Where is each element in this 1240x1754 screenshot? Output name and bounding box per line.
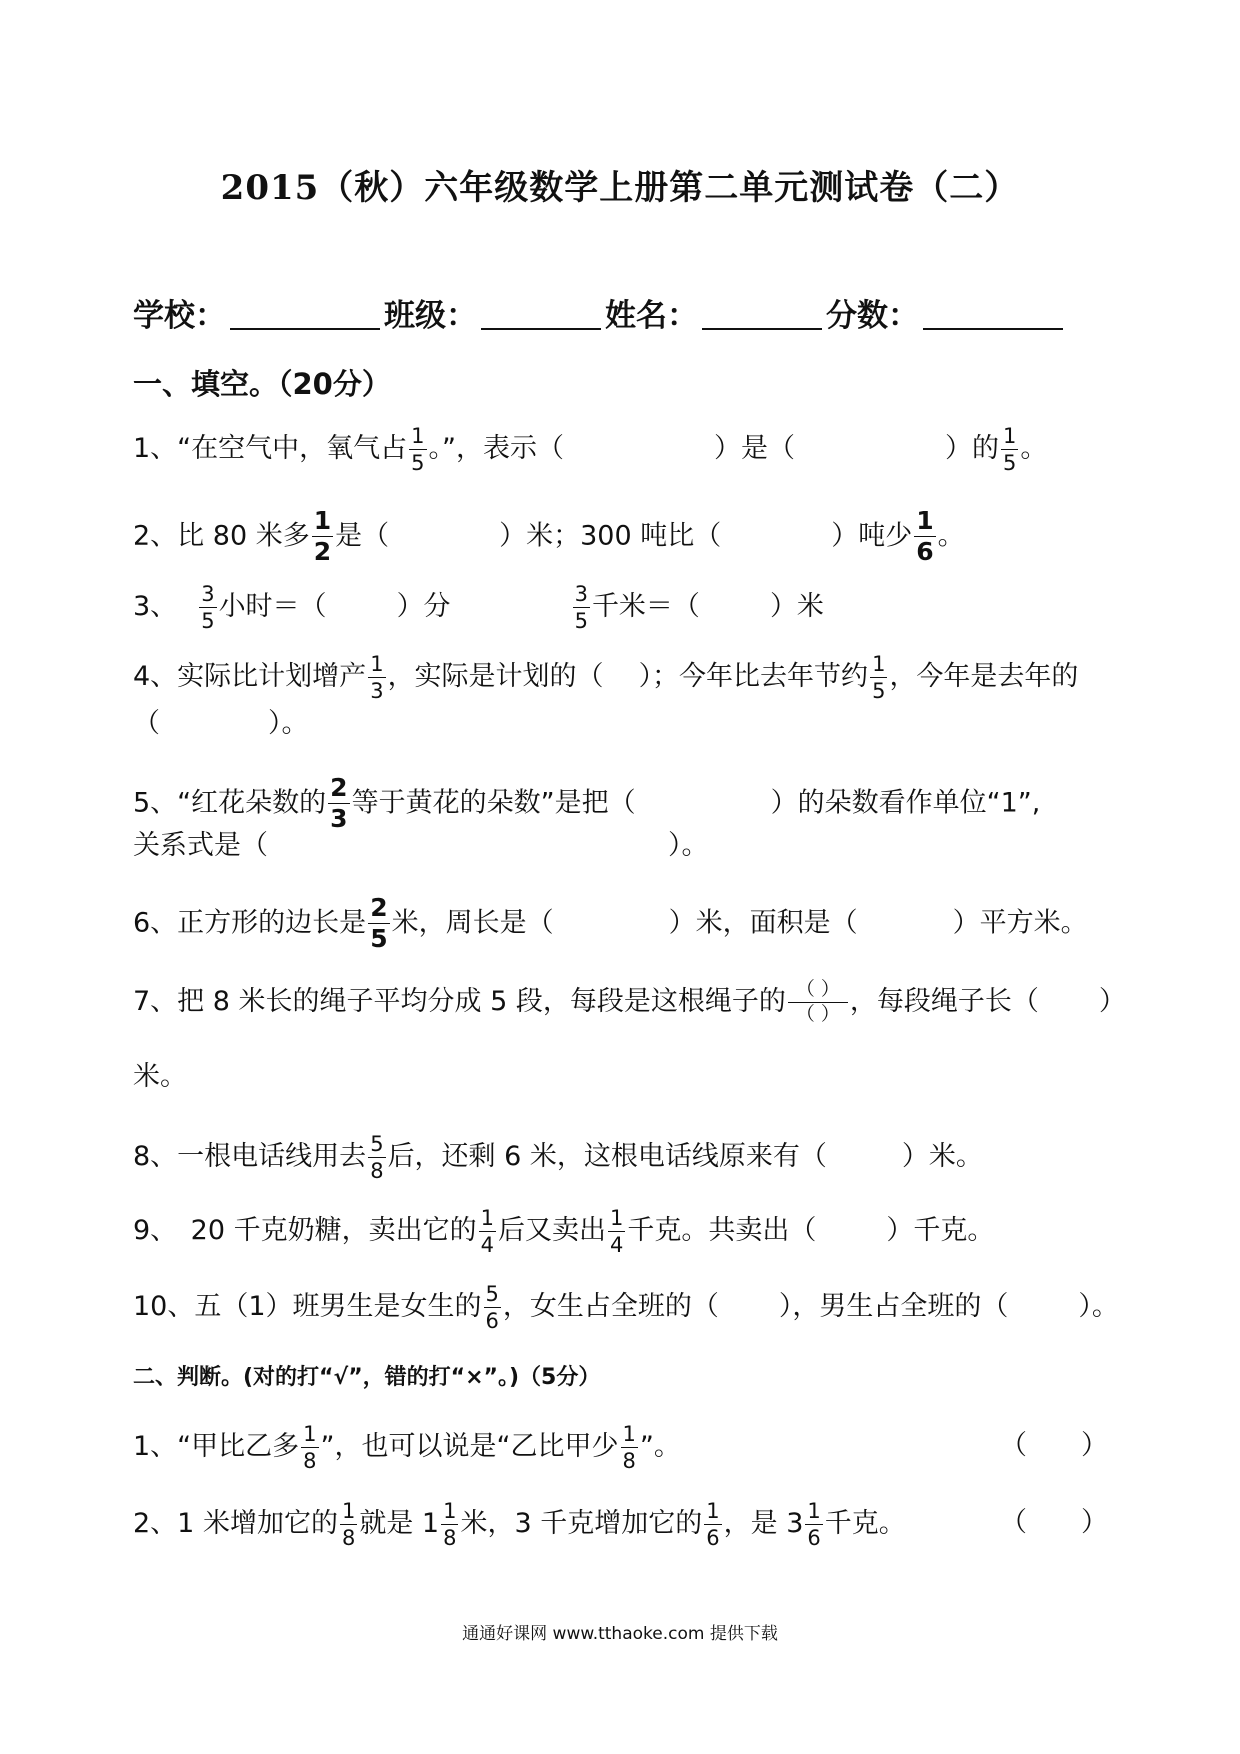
question-text: ）。 xyxy=(1078,1291,1119,1323)
footer-credit: 通通好课网 www.tthaoke.com 提供下载 xyxy=(462,1624,778,1644)
school-blank[interactable] xyxy=(230,300,380,330)
fraction xyxy=(608,1207,625,1256)
question-text: ）的 xyxy=(945,433,1000,465)
fraction-numerator: 1 xyxy=(409,425,426,450)
fraction-denominator: 5 xyxy=(574,609,588,634)
fraction-denominator: 3 xyxy=(370,679,384,704)
question-text: ）千克。 xyxy=(886,1215,995,1247)
question-text: 。 xyxy=(937,520,965,552)
question-text: ”。 xyxy=(639,1431,681,1463)
question-text: 6、正方形的边长是 xyxy=(133,907,367,939)
fraction xyxy=(340,1500,357,1549)
fraction-numerator: 5 xyxy=(484,1283,501,1308)
question-text: 米，3 千克增加它的 xyxy=(460,1508,703,1540)
question-text: 千克。 xyxy=(824,1508,906,1540)
fraction xyxy=(573,583,590,632)
fill-question-5 xyxy=(133,775,1040,833)
question-text: 8、一根电话线用去 xyxy=(133,1141,367,1173)
fraction xyxy=(704,1500,721,1549)
fraction-denominator: 6 xyxy=(807,1526,821,1551)
question-text: 是（ xyxy=(335,520,390,552)
question-text: ）米。 xyxy=(901,1141,983,1173)
question-text: 后又卖出 xyxy=(498,1215,606,1247)
fraction-denominator: 8 xyxy=(443,1526,457,1551)
fraction-denominator: 8 xyxy=(303,1449,317,1474)
fraction xyxy=(621,1423,638,1472)
question-text: 米，周长是（ xyxy=(391,907,554,939)
fraction xyxy=(368,1133,385,1182)
fraction xyxy=(484,1283,501,1332)
fill-question-3 xyxy=(133,583,824,632)
fraction xyxy=(301,1423,318,1472)
fill-question-9 xyxy=(133,1207,994,1256)
question-text: 千克。共卖出（ xyxy=(627,1215,817,1247)
fraction xyxy=(788,980,848,1025)
fraction-numerator: 1 xyxy=(704,1500,721,1525)
fraction xyxy=(328,775,349,833)
fraction xyxy=(441,1500,458,1549)
fraction-denominator: 5 xyxy=(411,451,425,476)
question-text: 1、“在空气中，氧气占 xyxy=(133,433,408,465)
fraction xyxy=(1001,425,1018,474)
fill-question-7 xyxy=(133,980,1126,1025)
question-text: 千米＝（ xyxy=(591,591,700,623)
fraction xyxy=(368,895,389,953)
fraction-numerator: 1 xyxy=(621,1423,638,1448)
judge-answer-box-2[interactable]: （ ） xyxy=(1000,1507,1108,1538)
question-text: ，今年是去年的 xyxy=(889,661,1079,693)
question-text: 2、1 米增加它的 xyxy=(133,1508,338,1540)
fraction xyxy=(199,583,216,632)
question-text: ）吨少 xyxy=(831,520,913,552)
question-text: 就是 1 xyxy=(359,1508,440,1540)
judge-question-2 xyxy=(133,1500,906,1549)
fraction-denominator: 8 xyxy=(622,1449,636,1474)
question-text: ）平方米。 xyxy=(952,907,1088,939)
question-text: ）米；300 吨比（ xyxy=(499,520,722,552)
score-label: 分数： xyxy=(826,298,919,334)
fraction-numerator: 1 xyxy=(914,508,935,537)
fraction-denominator: 2 xyxy=(313,537,332,567)
fraction-numerator: 1 xyxy=(301,1423,318,1448)
question-text: ，实际是计划的（ xyxy=(387,661,604,693)
question-text: 等于黄花的朵数”是把（ xyxy=(351,787,636,819)
fraction-numerator: 3 xyxy=(573,583,590,608)
fill-question-1 xyxy=(133,425,1047,474)
fraction xyxy=(409,425,426,474)
fraction-numerator: 1 xyxy=(479,1207,496,1232)
fraction-denominator: 3 xyxy=(330,804,348,834)
fill-question-2 xyxy=(133,508,965,566)
fraction-denominator: 6 xyxy=(916,537,934,567)
fraction-numerator: 5 xyxy=(368,1133,385,1158)
question-text: 后，还剩 6 米，这根电话线原来有（ xyxy=(387,1141,827,1173)
fill-question-5-line-2 xyxy=(133,832,709,859)
question-text: ）的朵数看作单位“1”, xyxy=(770,787,1041,819)
question-text: 10、五（1）班男生是女生的 xyxy=(133,1291,482,1323)
question-text: 7、把 8 米长的绳子平均分成 5 段，每段是这根绳子的 xyxy=(133,985,786,1017)
section-1-heading: 一、填空。（20分） xyxy=(133,367,391,401)
fraction-denominator: 5 xyxy=(1003,451,1017,476)
question-text: ”，也可以说是“乙比甲少 xyxy=(320,1431,619,1463)
fraction-denominator: 8 xyxy=(341,1526,356,1551)
question-text: ，是 3 xyxy=(723,1508,804,1540)
class-blank[interactable] xyxy=(481,300,601,330)
question-text: ）是（ xyxy=(714,433,796,465)
question-text: 小时＝（ xyxy=(218,591,327,623)
fraction-numerator: 1 xyxy=(805,1500,822,1525)
fraction-numerator: 2 xyxy=(328,775,349,804)
fraction-numerator: 1 xyxy=(441,1500,458,1525)
fraction-denominator: 6 xyxy=(485,1309,499,1334)
question-text: ，女生占全班的（ xyxy=(502,1291,719,1323)
fill-question-8 xyxy=(133,1133,983,1182)
question-text: 5、“红花朵数的 xyxy=(133,787,327,819)
fraction-denominator: 8 xyxy=(370,1159,384,1184)
question-text: 。 xyxy=(1020,433,1048,465)
question-text: ）米 xyxy=(769,591,824,623)
question-text: ）。 xyxy=(668,830,709,861)
fraction xyxy=(479,1207,496,1256)
question-text: ）分 xyxy=(396,591,451,623)
question-text: ）米，面积是（ xyxy=(668,907,858,939)
page-title: 2015（秋）六年级数学上册第二单元测试卷（二） xyxy=(220,168,1020,208)
fraction-numerator: 1 xyxy=(1001,425,1018,450)
fraction-numerator: 2 xyxy=(368,895,389,924)
fraction-numerator: 1 xyxy=(340,1500,357,1525)
fraction-denominator: （ ） xyxy=(795,1002,840,1025)
fill-question-10 xyxy=(133,1283,1119,1332)
question-text: ，每段绳子长（ xyxy=(849,985,1039,1017)
school-label: 学校： xyxy=(133,298,226,334)
question-text: 4、实际比计划增产 xyxy=(133,661,367,693)
fraction xyxy=(870,653,887,702)
fraction xyxy=(914,508,935,566)
question-text: 9、 20 千克奶糖，卖出它的 xyxy=(133,1215,477,1247)
fraction-denominator: 5 xyxy=(201,609,215,634)
fill-question-4-line-2: （ ）。 xyxy=(133,708,309,739)
fraction-numerator: 1 xyxy=(608,1207,625,1232)
fraction-numerator: 1 xyxy=(870,653,887,678)
fill-question-4 xyxy=(133,653,1078,702)
question-text: 关系式是（ xyxy=(133,830,268,861)
name-label: 姓名： xyxy=(605,298,698,334)
question-text: ）；今年比去年节约 xyxy=(638,661,869,693)
fill-question-6 xyxy=(133,895,1088,953)
fraction-numerator: 1 xyxy=(312,508,333,537)
fraction-numerator: 1 xyxy=(368,653,385,678)
score-blank[interactable] xyxy=(923,300,1063,330)
fraction-denominator: 4 xyxy=(480,1233,494,1258)
question-text: ） xyxy=(1098,985,1126,1017)
fraction-numerator: 3 xyxy=(199,583,216,608)
question-text: 。”，表示（ xyxy=(428,433,565,465)
fraction xyxy=(368,653,385,702)
class-label: 班级： xyxy=(384,298,477,334)
fraction-numerator: （ ） xyxy=(788,980,848,1003)
student-info-row xyxy=(133,290,1067,335)
fraction xyxy=(312,508,333,566)
fraction-denominator: 6 xyxy=(706,1526,720,1551)
fraction xyxy=(805,1500,822,1549)
section-2-heading: 二、判断。(对的打“√”，错的打“×”。)（5分） xyxy=(133,1365,601,1390)
judge-question-1 xyxy=(133,1423,681,1472)
fraction-denominator: 4 xyxy=(610,1233,624,1258)
fraction-denominator: 5 xyxy=(370,924,388,954)
question-text: 3、 xyxy=(133,591,178,623)
fill-question-7-line-2: 米。 xyxy=(133,1061,187,1092)
name-blank[interactable] xyxy=(702,300,822,330)
question-text: 1、“甲比乙多 xyxy=(133,1431,300,1463)
judge-answer-box-1[interactable]: （ ） xyxy=(1000,1430,1108,1461)
fraction-denominator: 5 xyxy=(872,679,886,704)
question-text: ），男生占全班的（ xyxy=(778,1291,1009,1323)
question-text: 2、比 80 米多 xyxy=(133,520,310,552)
